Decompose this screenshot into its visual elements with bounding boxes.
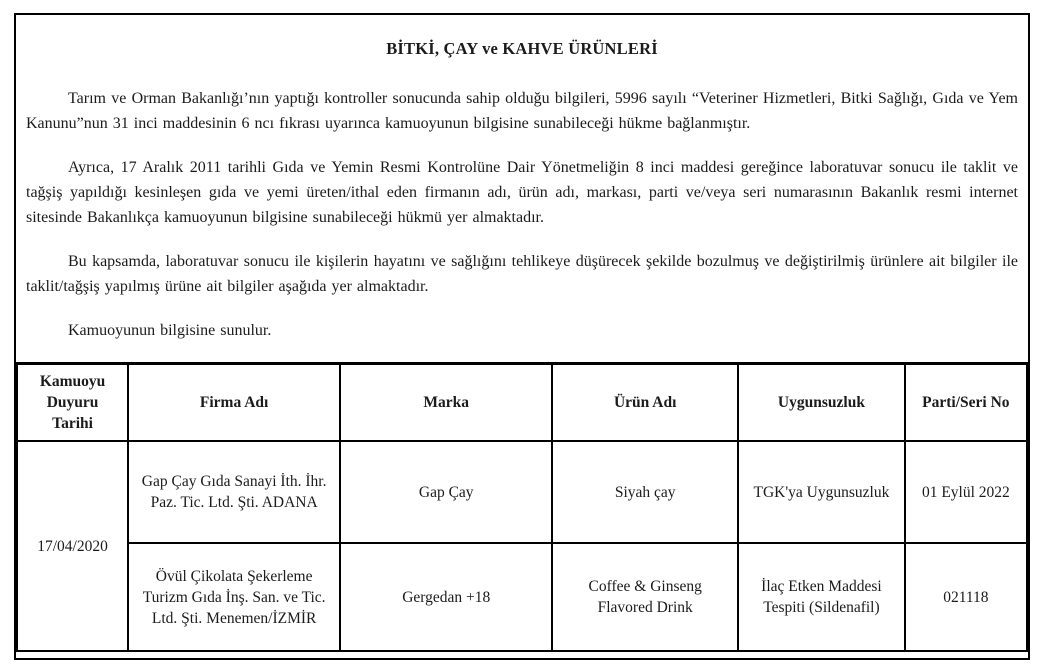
parti-seri-no-cell: 01 Eylül 2022 [905, 441, 1027, 543]
firma-adi-cell: Gap Çay Gıda Sanayi İth. İhr. Paz. Tic. Ltd. Şti. ADANA [128, 441, 340, 543]
table-row [17, 441, 1027, 543]
uygunsuzluk-cell: TGK'ya Uygunsuzluk [738, 441, 905, 543]
table-row [17, 543, 1027, 651]
marka-cell: Gergedan +18 [340, 543, 552, 651]
column-header-duyuru-tarihi: Kamuoyu Duyuru Tarihi [17, 363, 128, 441]
document-page [14, 13, 1030, 660]
paragraph-announcement: Kamuoyunun bilgisine sunulur. [68, 322, 272, 339]
announcement-table [16, 362, 1028, 653]
column-header-urun-adi: Ürün Adı [552, 363, 738, 441]
marka-cell: Gap Çay [340, 441, 552, 543]
urun-adi-cell: Coffee & Ginseng Flavored Drink [552, 543, 738, 651]
column-header-marka: Marka [340, 363, 552, 441]
paragraph-regulation: Ayrıca, 17 Aralık 2011 tarihli Gıda ve Yemin Resmi Kontrolüne Dair Yönetmeliğin 8 inci maddesi gereğince laboratuvar sonucu ile taklit ve tağşiş yapıldığı kesinleşen gıda ve yemi üreten/ithal eden firmanın adı, ürün adı, markası, parti ve/veya seri numarasının Bakanlık resmi internet sitesinde Bakanlıkça kamuoyunun bilgisine sunabileceği hükmü yer almaktadır. [26, 159, 1018, 226]
document-text-block [16, 15, 1028, 359]
document-title: BİTKİ, ÇAY ve KAHVE ÜRÜNLERİ [386, 39, 658, 58]
urun-adi-cell: Siyah çay [552, 441, 738, 543]
parti-seri-no-cell: 021118 [905, 543, 1027, 651]
column-header-uygunsuzluk: Uygunsuzluk [738, 363, 905, 441]
announcement-date-cell: 17/04/2020 [17, 441, 128, 651]
uygunsuzluk-cell: İlaç Etken Maddesi Tespiti (Sildenafil) [738, 543, 905, 651]
paragraph-legal-basis: Tarım ve Orman Bakanlığı’nın yaptığı kontroller sonucunda sahip olduğu bilgileri, 5996 sayılı “Veteriner Hizmetleri, Bitki Sağlığı, Gıda ve Yem Kanunu”nun 31 inci maddesinin 6 ncı fıkrası uyarınca kamuoyunun bilgisine sunabileceği hükme bağlanmıştır. [26, 90, 1018, 132]
table-header-row [17, 363, 1027, 441]
column-header-parti-seri-no: Parti/Seri No [905, 363, 1027, 441]
paragraph-scope: Bu kapsamda, laboratuvar sonucu ile kişilerin hayatını ve sağlığını tehlikeye düşürecek şekilde bozulmuş ve değiştirilmiş ürünlere ait bilgiler ile taklit/tağşiş yapılmış ürüne ait bilgiler aşağıda yer almaktadır. [26, 253, 1018, 295]
column-header-firma-adi: Firma Adı [128, 363, 340, 441]
firma-adi-cell: Övül Çikolata Şekerleme Turizm Gıda İnş. San. ve Tic. Ltd. Şti. Menemen/İZMİR [128, 543, 340, 651]
